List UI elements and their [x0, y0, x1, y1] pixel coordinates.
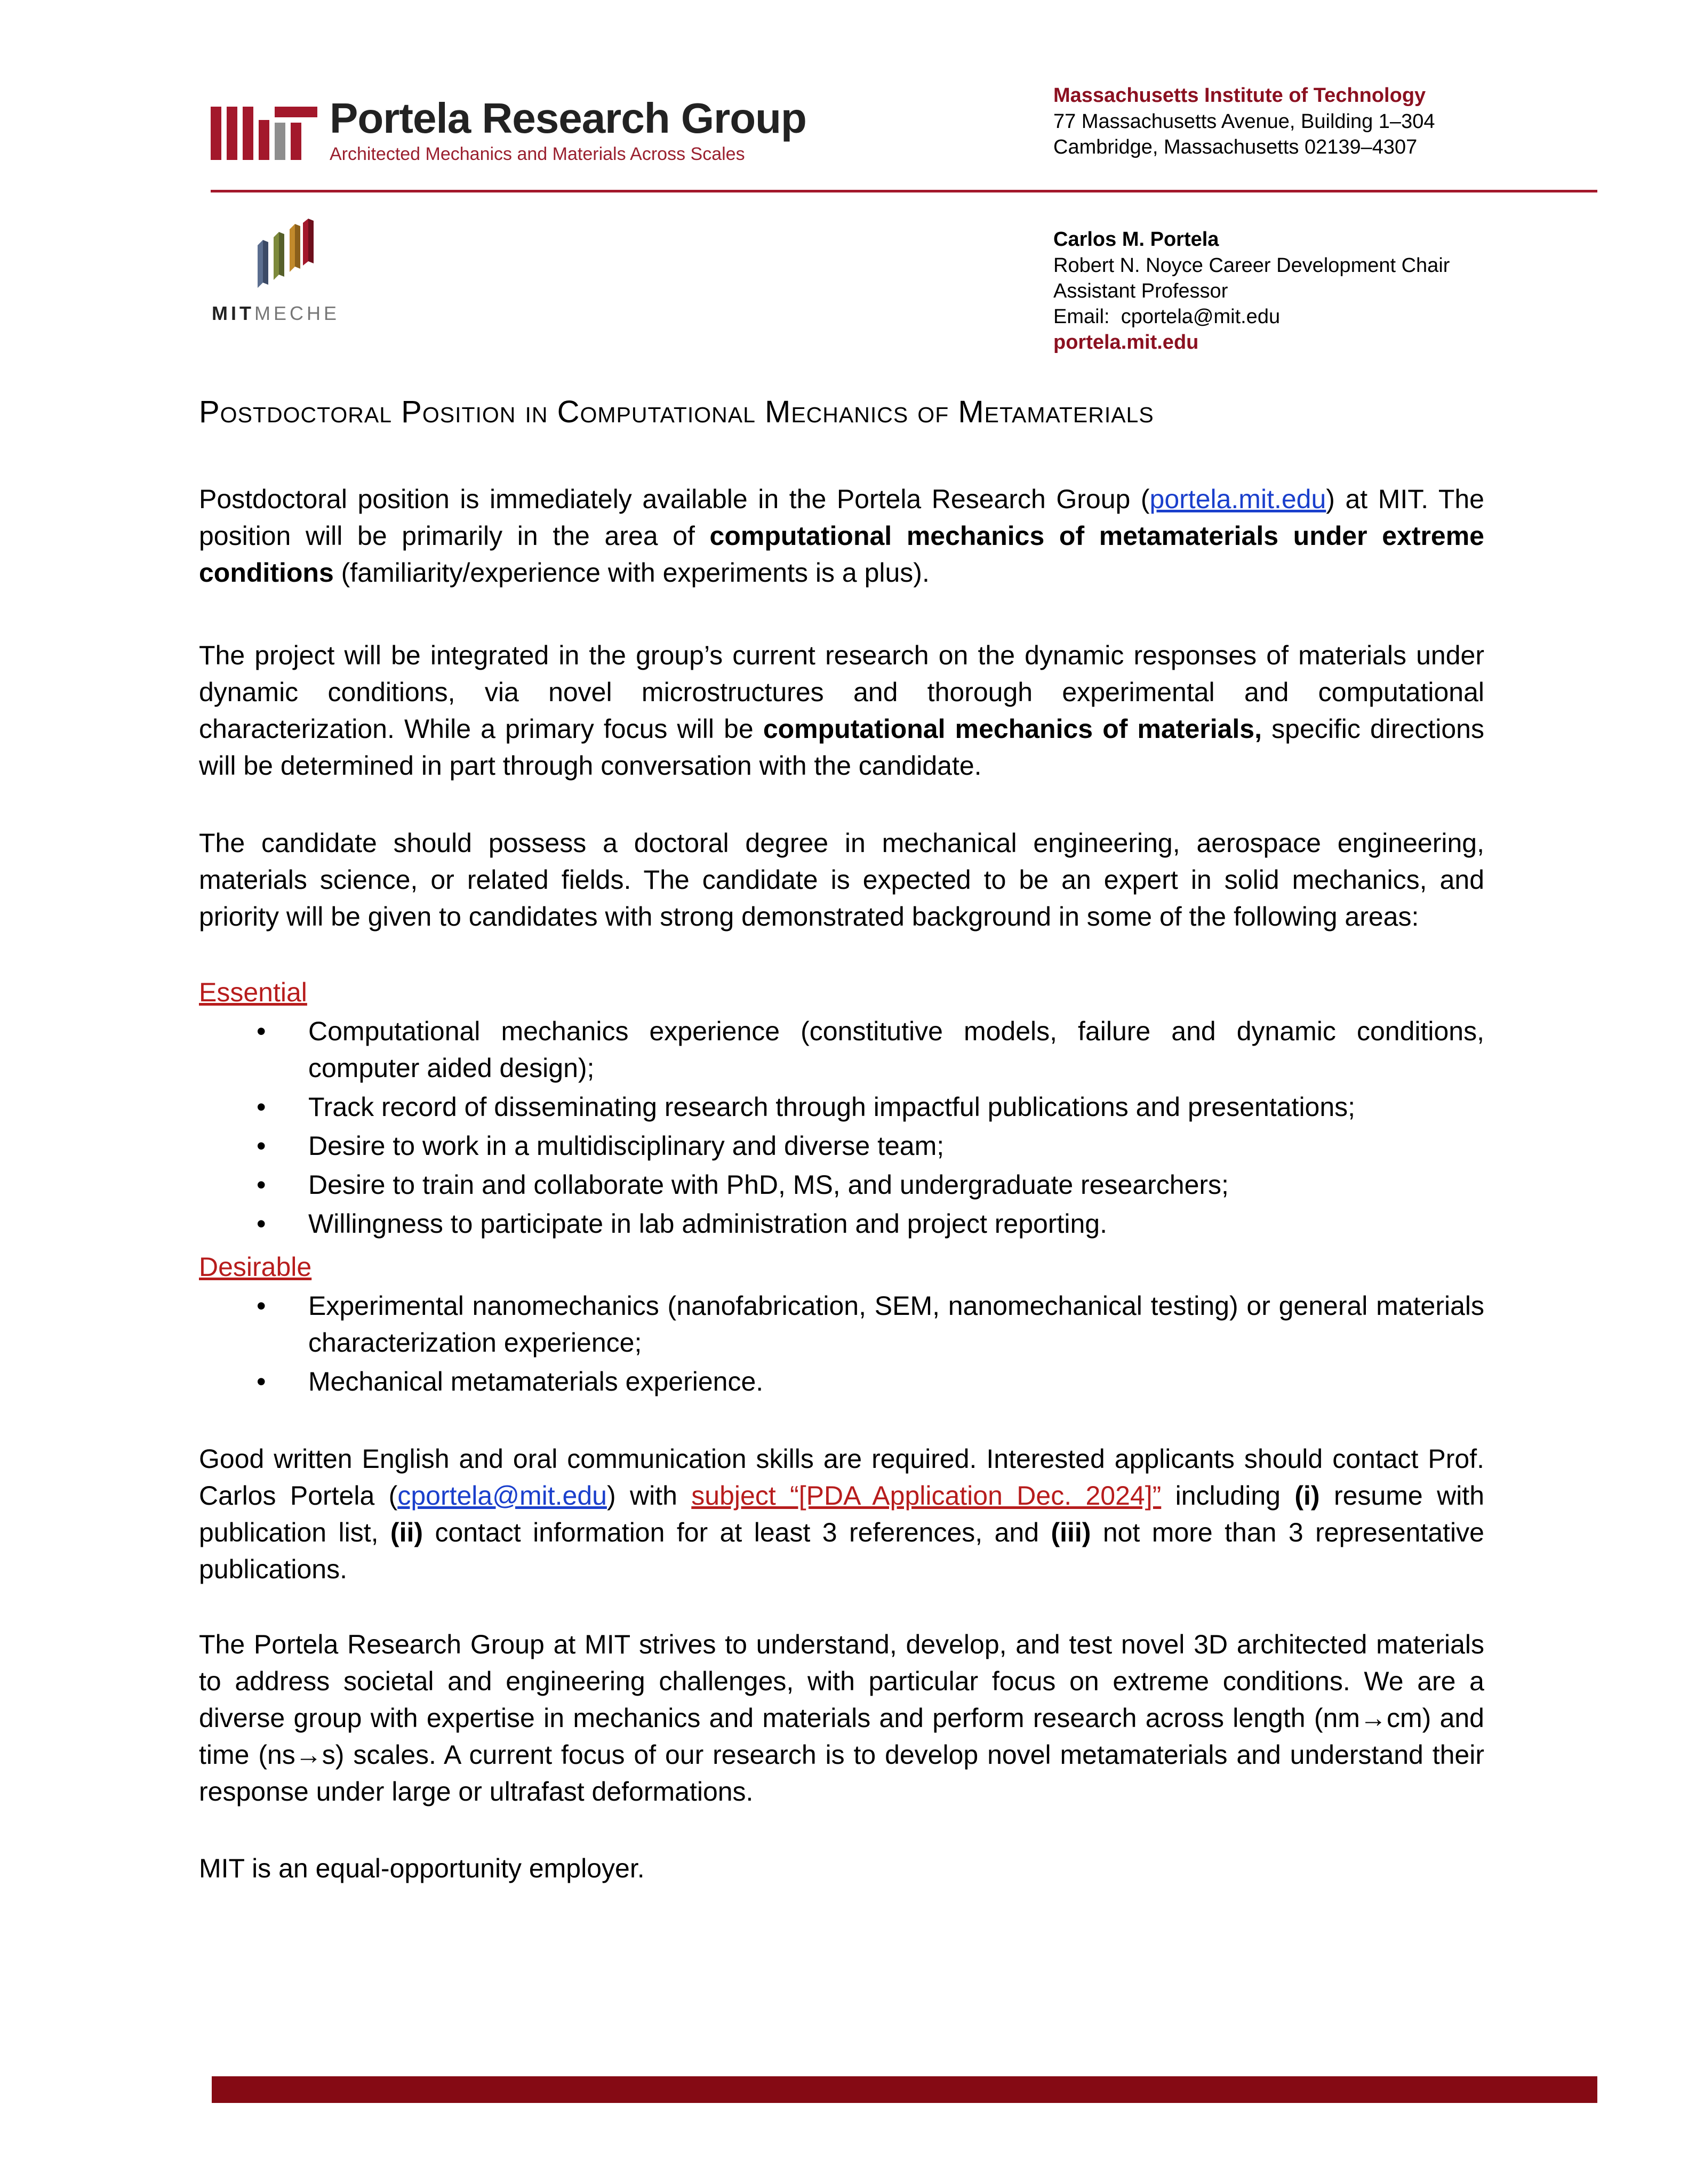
p2-bold: computational mechanics of materials, — [763, 714, 1262, 744]
group-tagline: Architected Mechanics and Materials Across Scales — [330, 144, 745, 164]
page-title: Postdoctoral Position in Computational Mechanics of Metamaterials — [199, 395, 1154, 429]
paragraph-qualifications: The candidate should possess a doctoral degree in mechanical engineering, aerospace engineering, materials science, or related fields. The candidate is expected to be an expert in solid mechanics, and priority will be given to candidates with strong demonstrated background in some of the following areas: — [199, 828, 1484, 932]
p4-text-a: Good written English and oral communication skills are required. Interested applicants should contact Prof. Carlos Portela ( — [199, 1444, 1484, 1511]
paragraph-group-description: The Portela Research Group at MIT strives to understand, develop, and test novel 3D architected materials to address societal and engineering challenges, with particular focus on extreme conditions. We are a diverse group with expertise in mechanics and materials and perform research across length (nm→cm) and time (ns→s) scales. A current focus of our research is to develop novel metamaterials and understand their response under large or ultrafast deformations. — [199, 1629, 1484, 1806]
p2-text-a: The project will be integrated in the group’s current research on the dynamic responses of materials under dynamic conditions, via novel microstructures and thorough experimental and computational characterization. While a primary focus will be — [199, 640, 1484, 744]
portela-website-link[interactable]: portela.mit.edu — [1149, 484, 1326, 514]
p4-item-iii: (iii) — [1051, 1517, 1091, 1547]
p4-text-c: including — [1161, 1481, 1295, 1511]
address-line-1: 77 Massachusetts Avenue, Building 1–304 — [1053, 110, 1435, 133]
paragraph-project — [199, 637, 1484, 784]
desirable-list — [199, 1288, 1484, 1402]
p1-text-c: (familiarity/experience with experiments is a plus). — [333, 558, 930, 588]
p4-text-d: resume with publication list, — [199, 1481, 1484, 1547]
essential-list — [199, 1013, 1484, 1244]
mitmeche-logo-icon — [255, 219, 314, 288]
p4-text-e: contact information for at least 3 references, and — [423, 1517, 1051, 1547]
address-line-2: Cambridge, Massachusetts 02139–4307 — [1053, 136, 1418, 158]
institution-name: Massachusetts Institute of Technology — [1053, 84, 1426, 107]
email-address[interactable]: cportela@mit.edu — [1121, 306, 1281, 328]
mitmeche-bold: MIT — [212, 302, 254, 324]
paragraph-intro — [199, 481, 1484, 591]
person-chair: Robert N. Noyce Career Development Chair — [1053, 254, 1450, 277]
list-item: • Track record of disseminating research through impactful publications and presentations; — [199, 1089, 1484, 1126]
contact-email-link[interactable]: cportela@mit.edu — [397, 1481, 607, 1511]
essential-heading: Essential — [199, 977, 307, 1007]
list-item: • Desire to train and collaborate with PhD, MS, and undergraduate researchers; — [199, 1167, 1484, 1203]
person-title: Assistant Professor — [1053, 280, 1228, 302]
mitmeche-wordmark — [212, 304, 340, 323]
list-item: • Willingness to participate in lab administration and project reporting. — [199, 1206, 1484, 1242]
p4-text-b: ) with — [606, 1481, 692, 1511]
header-divider — [211, 190, 1597, 192]
mit-logo-icon — [211, 107, 317, 160]
list-item: • Experimental nanomechanics (nanofabrication, SEM, nanomechanical testing) or general materials characterization experience; — [199, 1288, 1484, 1361]
p1-text-a: Postdoctoral position is immediately available in the Portela Research Group ( — [199, 484, 1150, 514]
p4-item-ii: (ii) — [390, 1517, 423, 1547]
p2-text-b: specific directions will be determined in part through conversation with the candidate. — [199, 714, 1484, 781]
website-link[interactable]: portela.mit.edu — [1053, 331, 1199, 354]
person-name: Carlos M. Portela — [1053, 228, 1219, 251]
subject-link[interactable]: subject “[PDA Application Dec. 2024]” — [691, 1481, 1162, 1511]
p1-bold: computational mechanics of metamaterials under extreme conditions — [199, 521, 1484, 588]
paragraph-contact — [199, 1441, 1484, 1588]
p4-text-f: not more than 3 representative publications. — [199, 1517, 1484, 1584]
paragraph-eoe: MIT is an equal-opportunity employer. — [199, 1853, 645, 1883]
list-item: • Desire to work in a multidisciplinary and diverse team; — [199, 1128, 1484, 1165]
list-item: • Mechanical metamaterials experience. — [199, 1363, 1484, 1400]
p4-item-i: (i) — [1294, 1481, 1320, 1511]
email-label: Email: — [1053, 306, 1110, 328]
email-line — [1053, 304, 1280, 330]
list-item: • Computational mechanics experience (constitutive models, failure and dynamic conditions, computer aided design); — [199, 1013, 1484, 1087]
footer-bar — [212, 2076, 1597, 2103]
mitmeche-light: MECHE — [254, 302, 340, 324]
p1-text-b: ) at MIT. The position will be primarily in the area of — [199, 484, 1484, 551]
group-name: Portela Research Group — [330, 94, 806, 142]
desirable-heading: Desirable — [199, 1252, 312, 1282]
